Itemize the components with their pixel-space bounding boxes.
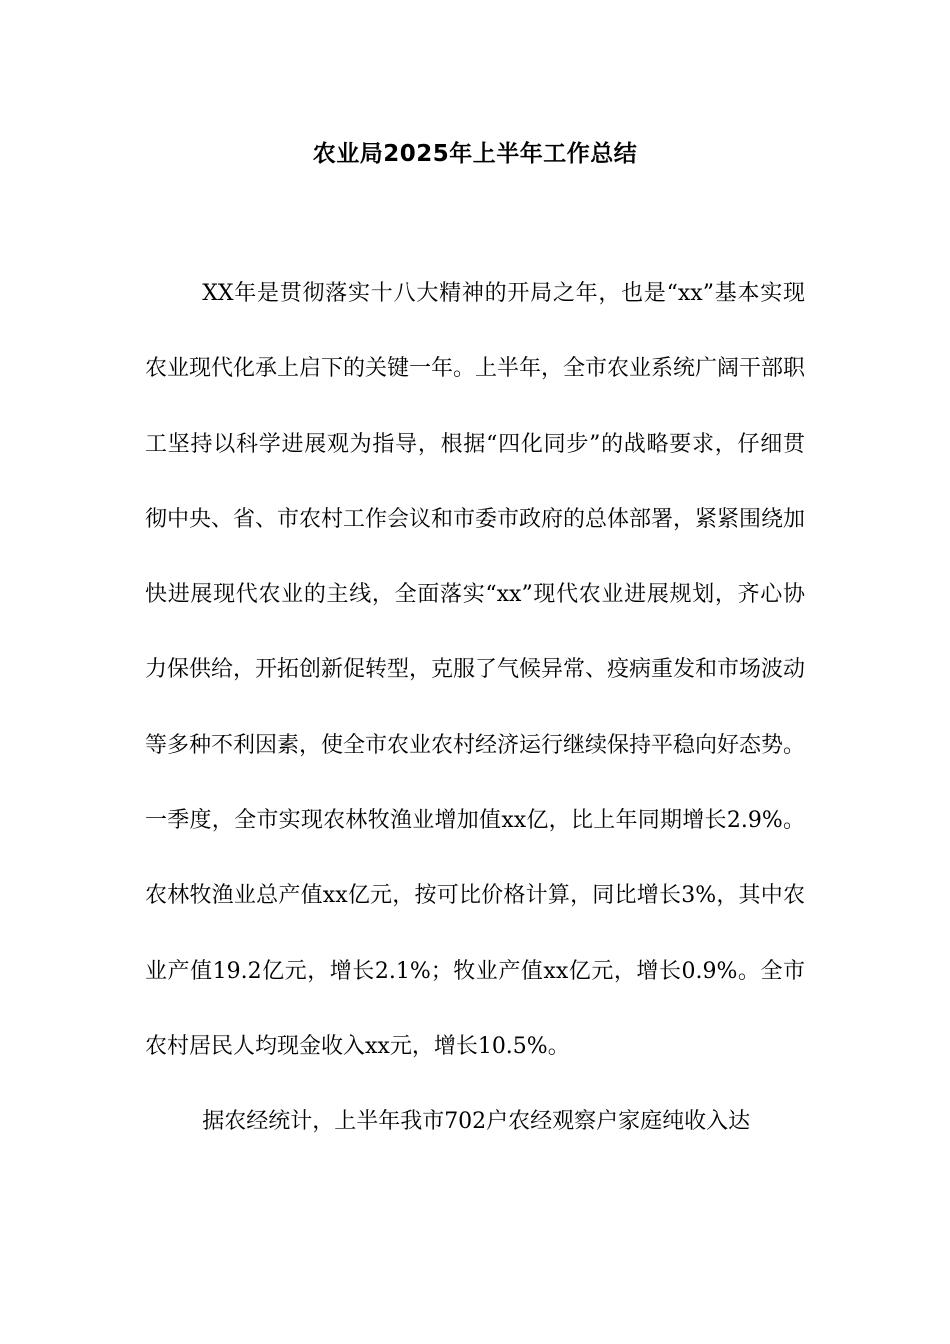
- paragraph-2: 据农经统计，上半年我市702户农经观察户家庭纯收入达: [202, 1109, 751, 1135]
- document-title: 农业局2025年上半年工作总结: [312, 141, 638, 167]
- document-body: [145, 256, 805, 1160]
- paragraph-1: XX年是贯彻落实十八大精神的开局之年，也是“xx”基本实现农业现代化承上启下的关键一年。上半年，全市农业系统广阔干部职工坚持以科学进展观为指导，根据“四化同步”的战略要求，仔细贯彻中央、省、市农村工作会议和市委市政府的总体部署，紧紧围绕加快进展现代农业的主线，全面落实“xx”现代农业进展规划，齐心协力保供给，开拓创新促转型，克服了气候异常、疫病重发和市场波动等多种不利因素，使全市农业农村经济运行继续保持平稳向好态势。一季度，全市实现农林牧渔业增加值xx亿，比上年同期增长2.9%。农林牧渔业总产值xx亿元，按可比价格计算，同比增长3%，其中农业产值19.2亿元，增长2.1%；牧业产值xx亿元，增长0.9%。全市农村居民人均现金收入xx元，增长10.5%。: [145, 281, 806, 1059]
